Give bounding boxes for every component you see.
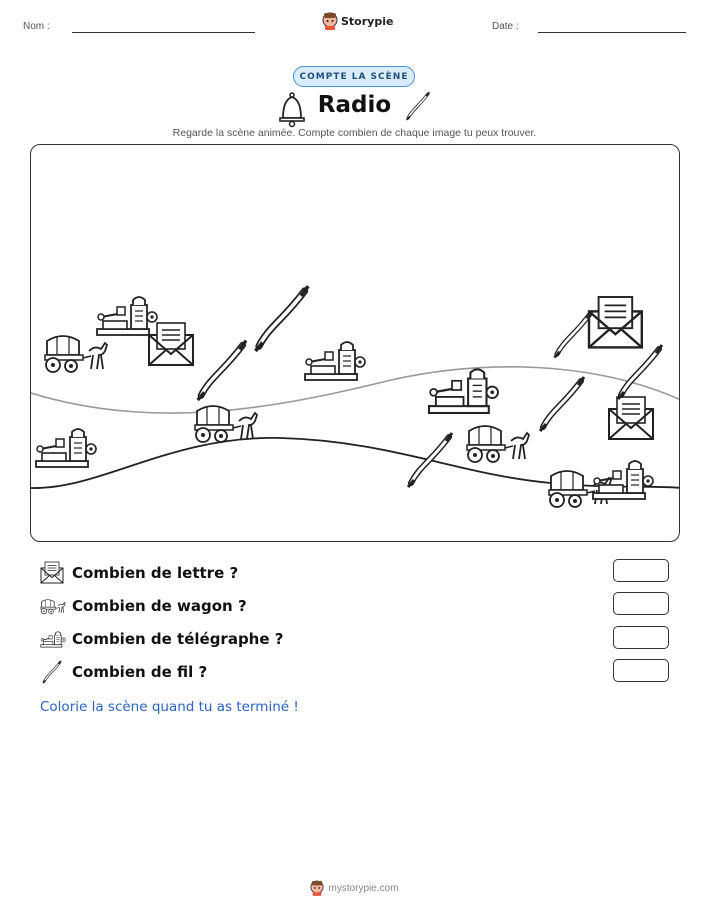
scene-wire-6 — [618, 345, 662, 399]
scene-letter-1 — [149, 323, 193, 365]
wire-icon — [40, 660, 64, 684]
answer-box-letter[interactable] — [613, 559, 669, 582]
wire-icon — [404, 91, 432, 121]
question-wire — [40, 659, 207, 685]
scene-letter-2 — [589, 297, 642, 347]
footer — [0, 880, 709, 896]
storypie-mascot-icon — [322, 12, 338, 30]
brand-name: Storypie — [341, 14, 394, 28]
name-label: Nom : — [23, 21, 50, 32]
scene-wagon-2 — [195, 406, 257, 442]
scene-panel[interactable] — [30, 144, 680, 542]
telegraph-icon — [40, 628, 66, 650]
scene-telegraph-4 — [36, 429, 96, 467]
scene-telegraph-1 — [97, 297, 157, 335]
scene-letter-3 — [609, 397, 653, 439]
question-text: Combien de fil ? — [72, 663, 208, 681]
activity-badge: COMPTE LA SCÈNE — [293, 66, 415, 87]
scene-wagon-3 — [467, 426, 529, 462]
scene-telegraph-5 — [593, 461, 653, 499]
question-telegraph — [40, 626, 283, 652]
date-field[interactable] — [538, 32, 686, 33]
wagon-icon — [40, 595, 66, 617]
answer-box-telegraph[interactable] — [613, 626, 669, 649]
question-text: Combien de wagon ? — [72, 597, 247, 615]
question-letter — [40, 560, 238, 586]
scene-wire-2 — [255, 286, 308, 351]
name-field[interactable] — [72, 32, 255, 33]
date-label: Date : — [492, 21, 519, 32]
scene-wagon-1 — [45, 336, 107, 372]
footer-url[interactable]: mystorypie.com — [328, 882, 399, 894]
scene-telegraph-3 — [429, 369, 498, 413]
question-wagon — [40, 593, 247, 619]
scene-wire-5 — [554, 312, 591, 358]
brand-logo — [322, 12, 393, 30]
scene-wire-1 — [198, 341, 246, 400]
scene-illustration — [31, 145, 680, 542]
answer-box-wagon[interactable] — [613, 592, 669, 615]
page-title: Radio — [317, 92, 392, 118]
letter-icon — [40, 561, 64, 585]
storypie-mascot-icon — [310, 880, 324, 896]
scene-wire-3 — [408, 433, 452, 487]
scene-telegraph-2 — [305, 342, 365, 380]
coloring-instruction: Colorie la scène quand tu as terminé ! — [40, 699, 299, 715]
page-subtitle: Regarde la scène animée. Compte combien de chaque image tu peux trouver. — [172, 127, 537, 139]
question-text: Combien de télégraphe ? — [72, 630, 284, 648]
scene-wire-4 — [540, 377, 584, 431]
answer-box-wire[interactable] — [613, 659, 669, 682]
question-text: Combien de lettre ? — [72, 564, 239, 582]
